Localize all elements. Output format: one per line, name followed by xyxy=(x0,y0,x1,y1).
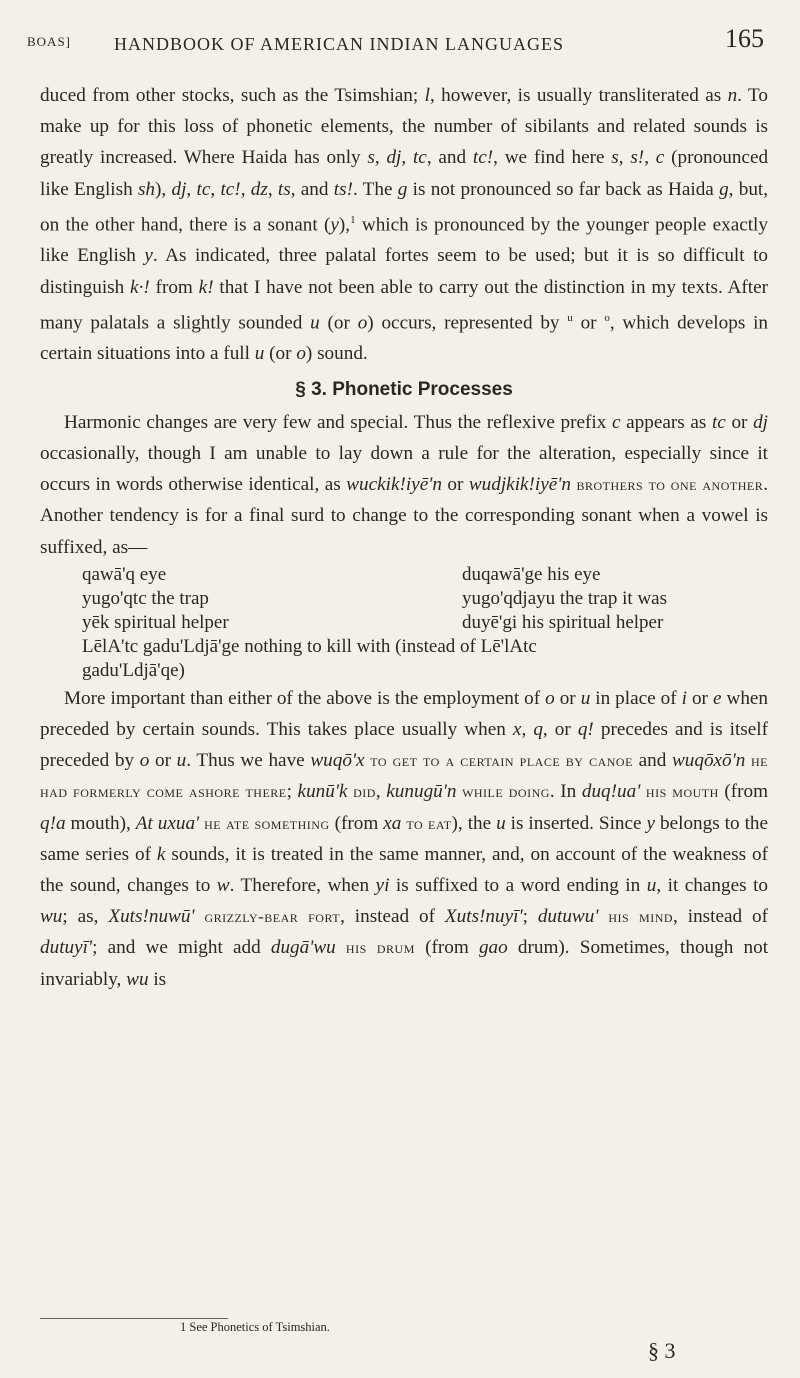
example-left: yugo'qtc the trap xyxy=(82,587,209,609)
section-title: § 3. Phonetic Processes xyxy=(295,378,513,400)
example-left: gadu'Ldjā'qe) xyxy=(82,659,185,681)
body-text xyxy=(40,80,768,995)
example-row xyxy=(40,611,768,635)
footnote-rule xyxy=(40,1318,228,1319)
running-header xyxy=(27,18,764,58)
example-left: qawā'q eye xyxy=(82,563,167,585)
paragraph-1: duced from other stocks, such as the Tsimshian; l, however, is usually transliterated as n. To make up for this loss of phonetic elements, the number of sibilants and related sounds is greatly increased. Where Haida has only s, dj, tc, and tc!, we find here s, s!, c (pronounced like English sh), dj, tc, tc!, dz, ts, and ts!. The g is not pronounced so far back as Haida g, but, on the other hand, there is a sonant (y),$^1$ which is pronounced by the younger people exactly like English y. As indicated, three palatal fortes seem to be used; but it is so difficult to distinguish k·! from k! that I have not been able to carry out the distinction in my texts. After many palatals a slightly sounded u (or o) occurs, represented by $^u$ or $^o$, which develops in certain situations into a full u (or o) sound. xyxy=(40,85,769,365)
example-right: yugo'qdjayu the trap it was xyxy=(462,587,667,609)
footnote: 1 See Phonetics of Tsimshian. xyxy=(180,1320,330,1334)
example-row xyxy=(40,635,768,659)
example-row xyxy=(40,659,768,683)
paragraph-2: Harmonic changes are very few and special. Thus the reflexive prefix c appears as tc or dj occasionally, though I am unable to lay down a rule for the alteration, especially since it occurs in words otherwise identical, as wuckik!iyē'n or wudjkik!iyē'n brothers to one another. Another tendency is for a final surd to change to the corresponding sonant when a vowel is suffixed, as— xyxy=(40,411,769,558)
running-head-author: BOAS] xyxy=(27,34,72,49)
page-number: 165 xyxy=(725,24,764,53)
example-row xyxy=(40,563,768,587)
section-mark: § 3 xyxy=(648,1338,676,1363)
example-left: yēk spiritual helper xyxy=(82,611,229,633)
example-left: LēlA'tc gadu'Ldjā'ge nothing to kill with (instead of Lē'lAtc xyxy=(82,635,537,657)
running-head-title: HANDBOOK OF AMERICAN INDIAN LANGUAGES xyxy=(114,34,564,54)
example-table xyxy=(40,563,768,683)
example-row xyxy=(40,587,768,611)
example-right: duqawā'ge his eye xyxy=(462,563,601,585)
example-right: duyē'gi his spiritual helper xyxy=(462,611,664,633)
paragraph-3: More important than either of the above is the employment of o or u in place of i or e when preceded by certain sounds. This takes place usually when x, q, or q! precedes and is itself preceded by o or u. Thus we have wuqō'x to get to a certain place by canoe and wuqōxō'n he had formerly come ashore there; kunū'k did, kunugū'n while doing. In duq!ua' his mouth (from q!a mouth), At uxua' he ate something (from xa to eat), the u is inserted. Since y belongs to the same series of k sounds, it is treated in the same manner, and, on account of the weakness of the sound, changes to w. Therefore, when yi is suffixed to a word ending in u, it changes to wu; as, Xuts!nuwū' grizzly-bear fort, instead of Xuts!nuyī'; dutuwu' his mind, instead of dutuyī'; and we might add dugā'wu his drum (from gao drum). Sometimes, though not invariably, wu is xyxy=(40,687,769,990)
